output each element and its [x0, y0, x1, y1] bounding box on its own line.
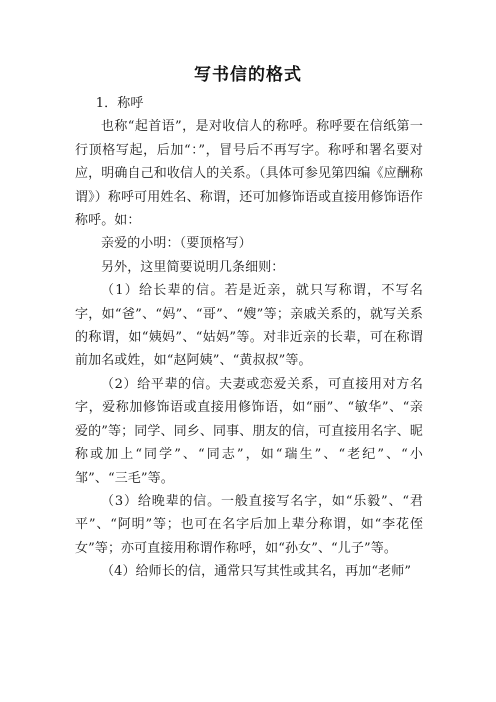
paragraph: 另外，这里简要说明几条细则：	[101, 259, 285, 275]
document-title: 写书信的格式	[194, 65, 302, 85]
paragraph: （4）给师长的信，通常只写其性或其名，再加“老师”	[101, 564, 412, 580]
paragraph: 亲爱的小明：（要顶格写）	[101, 236, 252, 252]
paragraph: （1）给长辈的信。若是近亲，就只写称谓，不写名字，如“爸”、“妈”、“哥”、“嫂”等；亲戚关系的，就写关系的称谓，如“姨妈”、“姑妈”等。对非近亲的长辈，可在称谓前加名或姓，如“赵阿姨”、“黄叔叔”等。	[75, 283, 423, 369]
paragraph: 也称“起首语”，是对收信人的称呼。称呼要在信纸第一行顶格写起，后加“：”，冒号后不再写字。称呼和署名要对应，明确自己和收信人的关系。（具体可参见第四编《应酬称谓》）称呼可用姓名、称谓，还可加修饰语或直接用修饰语作称呼。如：	[75, 119, 423, 229]
section-heading: 1．称呼	[95, 96, 144, 111]
paragraph: （2）给平辈的信。夫妻或恋爱关系，可直接用对方名字，爱称加修饰语或直接用修饰语，如“丽”、“敏华”、“亲爱的”等；同学、同乡、同事、朋友的信，可直接用名字、昵称或加上“同学”、“同志”，如“瑞生”、“老纪”、“小邹”、“三毛”等。	[75, 376, 423, 486]
paragraph: （3）给晚辈的信。一般直接写名字，如“乐毅”、“君平”、“阿明”等；也可在名字后加上辈分称谓，如“李花侄女”等；亦可直接用称谓作称呼，如“孙女”、“儿子”等。	[75, 493, 423, 556]
document-body	[75, 92, 423, 584]
